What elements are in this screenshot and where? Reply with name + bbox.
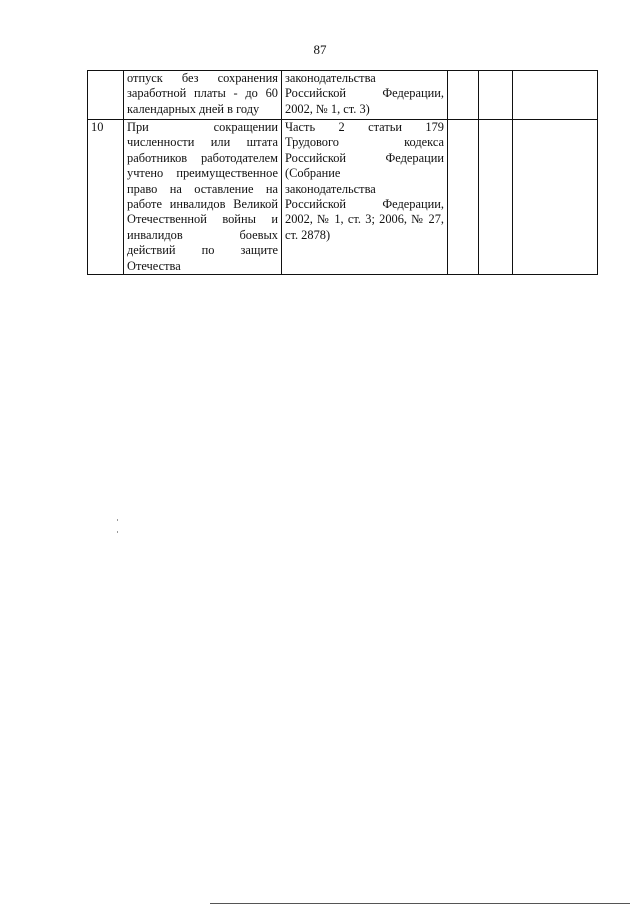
table-row [88,71,598,120]
text-line: законодательства [285,181,376,196]
text-line: Российской Федерации [285,150,444,165]
empty-cell [448,71,479,120]
empty-cell [479,71,513,120]
scan-speck [117,519,118,521]
text-line: работе инвалидов Великой [127,197,278,212]
text-line: 2002, № 1, ст. 3; 2006, № 27, [285,212,444,227]
page-number: 87 [313,42,327,57]
text-line: Трудового кодекса [285,135,444,150]
text-line: 2002, № 1, ст. 3) [285,101,370,116]
text-line: Российской Федерации, [285,197,444,212]
empty-cell [479,120,513,275]
empty-cell [513,120,598,275]
text-line: численности или штата [127,135,278,150]
row-number-cell [88,71,124,120]
table-row [88,120,598,275]
row-number-cell: 10 [88,120,124,275]
text-line: работников работодателем [127,150,278,165]
text-line: Отечественной войны и [127,212,278,227]
empty-cell [513,71,598,120]
scan-speck [117,531,118,533]
requirement-cell [124,120,282,275]
text-line: Часть 2 статьи 179 [285,120,444,134]
scan-edge-line [210,903,630,904]
requirements-table [87,70,598,275]
text-line: право на оставление на [127,181,278,196]
text-line: календарных дней в году [127,101,260,116]
empty-cell [448,120,479,275]
legal-reference-cell [282,71,448,120]
text-line: заработной платы - до 60 [127,86,278,101]
requirement-cell [124,71,282,120]
legal-reference-cell [282,120,448,275]
text-line: законодательства [285,71,376,85]
text-line: ст. 2878) [285,227,331,242]
text-line: При сокращении [127,120,278,134]
text-line: инвалидов боевых [127,227,278,242]
text-line: Российской Федерации, [285,86,444,101]
text-line: отпуск без сохранения [127,71,278,85]
text-line: учтено преимущественное [127,166,278,181]
text-line: (Собрание [285,166,341,181]
text-line: Отечества [127,258,181,273]
text-line: действий по защите [127,243,278,258]
